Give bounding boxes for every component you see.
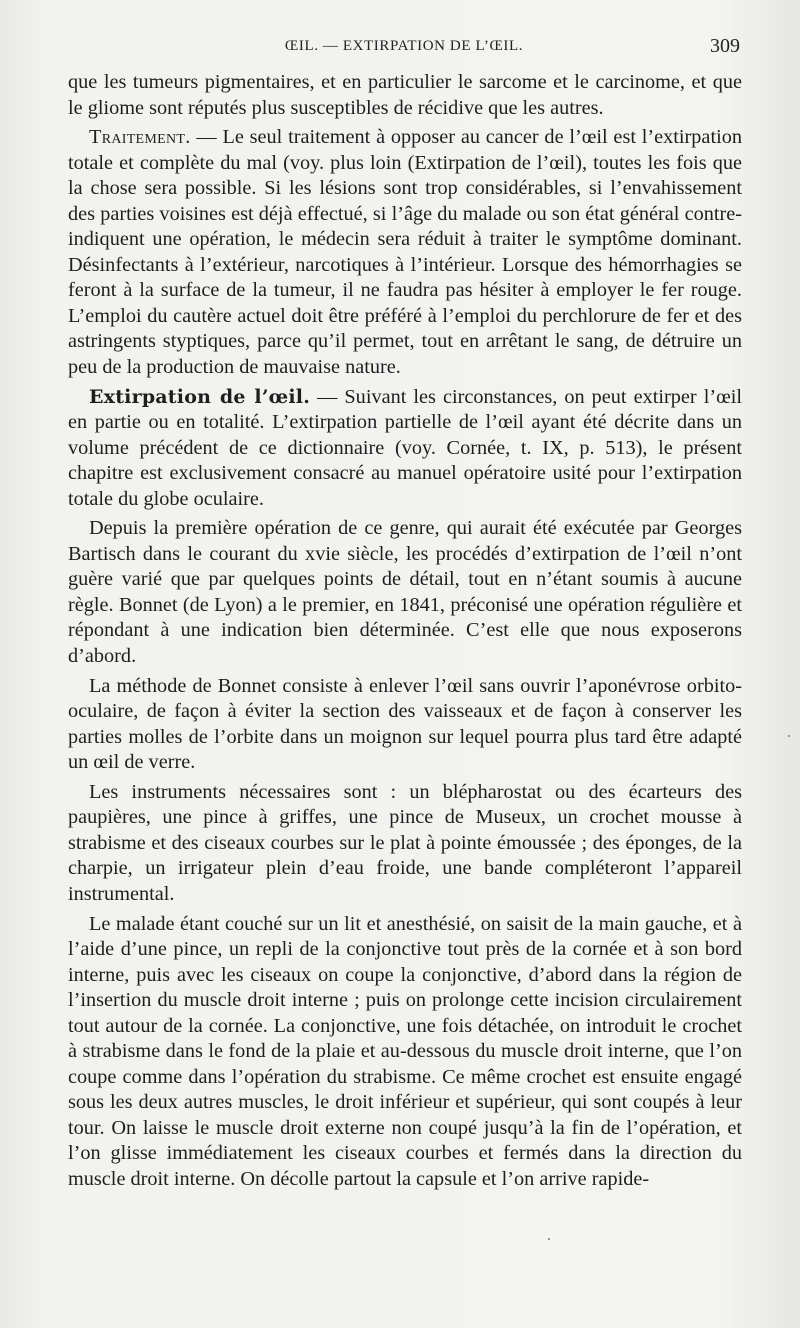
paragraph-traitement xyxy=(68,125,742,380)
page-header xyxy=(66,35,742,64)
paragraph-text: — Suivant les circonstances, on peut extirper l’œil en partie ou en totalité. L’extirpation partielle de l’œil ayant été décrite dans un volume précédent de ce dictionnaire (voy. Cornée, t. IX, p. 513), le présent chapitre est exclusivement consacré au manuel opératoire usité pour l’extirpation totale du globe oculaire. xyxy=(68,385,742,510)
paragraph-text: — Le seul traitement à opposer au cancer de l’œil est l’extirpation totale et complète du mal (voy. plus loin (Extirpation de l’œil), toutes les fois que la chose sera possible. Si les lésions sont trop considérables, si l’envahissement des parties voisines est déjà effectué, si l’âge du malade ou son état général contre-indiquent une opération, le médecin sera réduit à traiter le symptôme dominant. Désinfectants à l’extérieur, narcotiques à l’intérieur. Lorsque des hémorrhagies se feront à la surface de la tumeur, il ne faudra pas hésiter à employer le fer rouge. L’emploi du cautère actuel doit être préféré à l’emploi du perchlorure de fer et des astringents styptiques, parce qu’il permet, tout en arrêtant le sang, de détruire un peu de la production de mauvaise nature. xyxy=(68,126,742,379)
paragraph-text: Les instruments nécessaires sont : un blépharostat ou des écarteurs des paupières, une pince à griffes, une pince de Museux, un crochet mousse à strabisme et des ciseaux courbes sur le plat à pointe émoussée ; des éponges, de la charpie, un irrigateur plein d’eau froide, une bande compléteront l’appareil instrumental. xyxy=(68,780,742,905)
paragraph-text: Le malade étant couché sur un lit et anesthésié, on saisit de la main gauche, et à l’aide d’une pince, un repli de la conjonctive tout près de la cornée et à son bord interne, puis avec les ciseaux on coupe la conjonctive, d’abord dans la région de l’insertion du muscle droit interne ; puis on prolonge cette incision circulairement tout autour de la cornée. La conjonctive, une fois détachée, on introduit le crochet à strabisme dans le fond de la plaie et au-dessous du muscle droit interne, que l’on coupe comme dans l’opération du strabisme. Ce même crochet est ensuite engagé sous les deux autres muscles, le droit inférieur et supérieur, qui sont coupés à leur tour. On laisse le muscle droit externe non coupé jusqu’à la fin de l’opération, et l’on glisse immédiatement les ciseaux courbes et fermés dans la direction du muscle droit interne. On décolle partout la capsule et l’on arrive rapide- xyxy=(68,912,742,1190)
body-text xyxy=(68,70,742,1193)
paragraph-tumeurs xyxy=(68,70,742,121)
paragraph-text: que les tumeurs pigmentaires, et en particulier le sarcome et le carcinome, et que le gliome sont réputés plus susceptibles de récidive que les autres. xyxy=(68,71,742,119)
page-number: 309 xyxy=(710,35,740,57)
paragraph-instruments xyxy=(68,780,742,908)
running-title: ŒIL. — EXTIRPATION DE L’ŒIL. xyxy=(284,38,524,54)
section-lead-traitement: Traitement. xyxy=(89,126,191,149)
section-heading-extirpation: Extirpation de l’œil. xyxy=(89,385,311,408)
paragraph-extirpation xyxy=(68,385,742,513)
ink-speck xyxy=(548,1238,550,1240)
ink-speck xyxy=(788,735,790,737)
paragraph-text: La méthode de Bonnet consiste à enlever l’œil sans ouvrir l’aponévrose orbito-oculaire, de façon à éviter la section des vaisseaux et de façon à conserver les parties molles de l’orbite dans un moignon sur lequel pourra plus tard être adapté un œil de verre. xyxy=(68,674,742,774)
paragraph-methode-bonnet xyxy=(68,674,742,776)
paragraph-historique xyxy=(68,516,742,669)
paragraph-operation xyxy=(68,912,742,1193)
paragraph-text: Depuis la première opération de ce genre, qui aurait été exécutée par Georges Bartisch dans le courant du xvie siècle, les procédés d’extirpation de l’œil n’ont guère varié que par quelques points de détail, tout en n’étant soumis à aucune règle. Bonnet (de Lyon) a le premier, en 1841, préconisé une opération régulière et répondant à une indication bien déterminée. C’est elle que nous exposerons d’abord. xyxy=(68,517,742,668)
